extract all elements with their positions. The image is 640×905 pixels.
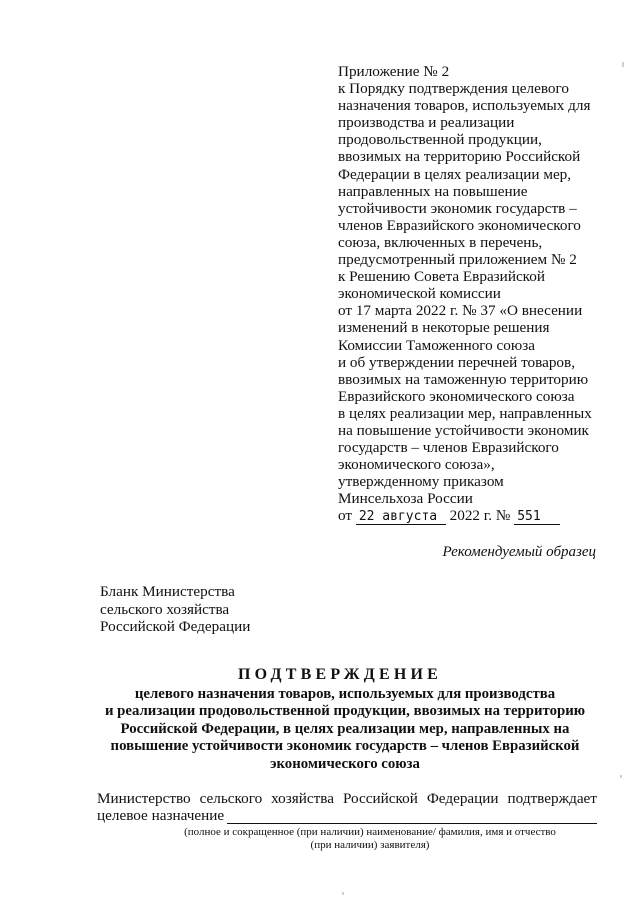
- appendix-line: предусмотренный приложением № 2: [338, 251, 577, 269]
- hint-line: (полное и сокращенное (при наличии) наименование/ фамилия, имя и отчество: [184, 826, 556, 838]
- appendix-line: изменений в некоторые решения: [338, 319, 550, 337]
- appendix-line: к Порядку подтверждения целевого: [338, 80, 569, 98]
- scan-artifact-mark: [622, 62, 624, 67]
- appendix-line: Минсельхоза России: [338, 490, 473, 508]
- appendix-line: членов Евразийского экономического: [338, 216, 581, 234]
- document-subtitle: [80, 686, 610, 773]
- recommended-sample-label: Рекомендуемый образец: [442, 544, 596, 560]
- ministry-letterhead-block: [100, 583, 250, 636]
- body-line-2: [97, 807, 597, 824]
- appendix-line: к Решению Совета Евразийской: [338, 268, 546, 286]
- appendix-line: Приложение № 2: [338, 63, 450, 80]
- appendix-line: и об утверждении перечней товаров,: [338, 353, 575, 371]
- appendix-line: продовольственной продукции,: [338, 131, 542, 149]
- appendix-line: экономического союза»,: [338, 456, 495, 474]
- subtitle-line: и реализации продовольственной продукции, ввозимых на территорию: [104, 703, 586, 720]
- appendix-line: Федерации в целях реализации мер,: [338, 165, 572, 183]
- body-word: подтверждает: [507, 790, 597, 807]
- body-word: хозяйства: [271, 790, 334, 807]
- appendix-line: на повышение устойчивости экономик: [338, 421, 589, 439]
- body-word: Министерство: [97, 790, 191, 807]
- body-paragraph: [97, 790, 597, 824]
- appendix-line: союза, включенных в перечень,: [338, 233, 543, 251]
- appendix-line: устойчивости экономик государств –: [338, 199, 577, 217]
- appendix-line: государств – членов Евразийского: [338, 439, 559, 457]
- appendix-line: утвержденному приказом: [338, 473, 504, 491]
- applicant-name-fill-line: [227, 811, 597, 824]
- letterhead-line: сельского хозяйства: [100, 600, 230, 618]
- order-date-handwritten: 22 августа: [356, 510, 446, 525]
- appendix-line: ввозимых на таможенную территорию: [338, 370, 589, 388]
- scan-artifact-mark: [620, 775, 622, 778]
- subtitle-line: Российской Федерации, в целях реализации мер, направленных на: [120, 720, 570, 737]
- appendix-line: производства и реализации: [338, 114, 515, 132]
- field-hint: [150, 826, 590, 852]
- appendix-line: направленных на повышение: [338, 182, 528, 200]
- appendix-line: назначения товаров, используемых для: [338, 97, 591, 115]
- letterhead-line: Российской Федерации: [100, 618, 251, 636]
- order-date-line: [338, 507, 608, 525]
- body-word: Российской: [342, 790, 418, 807]
- order-date-prefix: от: [338, 507, 353, 525]
- appendix-line: ввозимых на территорию Российской: [338, 148, 581, 166]
- document-title: ПОДТВЕРЖДЕНИЕ: [238, 666, 442, 683]
- body-line-1: [97, 790, 597, 807]
- hint-line: (при наличии) заявителя): [310, 839, 430, 851]
- order-year-label: 2022 г. №: [449, 507, 511, 525]
- appendix-line: Комиссии Таможенного союза: [338, 336, 535, 354]
- subtitle-line: целевого назначения товаров, используемых для производства: [134, 686, 556, 702]
- appendix-header: [338, 63, 608, 525]
- scan-artifact-mark: [342, 892, 344, 895]
- letterhead-line: Бланк Министерства: [100, 583, 235, 600]
- appendix-line: Евразийского экономического союза: [338, 387, 575, 405]
- order-number-handwritten: 551: [514, 510, 560, 525]
- subtitle-line: экономического союза: [270, 755, 420, 772]
- appendix-line: экономической комиссии: [338, 285, 501, 303]
- body-word: сельского: [199, 790, 263, 807]
- appendix-line: в целях реализации мер, направленных: [338, 404, 592, 422]
- subtitle-line: повышение устойчивости экономик государств – членов Евразийской: [110, 738, 580, 755]
- body-word: Федерации: [426, 790, 499, 807]
- purpose-label: целевое назначение: [97, 807, 225, 824]
- appendix-line: от 17 марта 2022 г. № 37 «О внесении: [338, 302, 583, 320]
